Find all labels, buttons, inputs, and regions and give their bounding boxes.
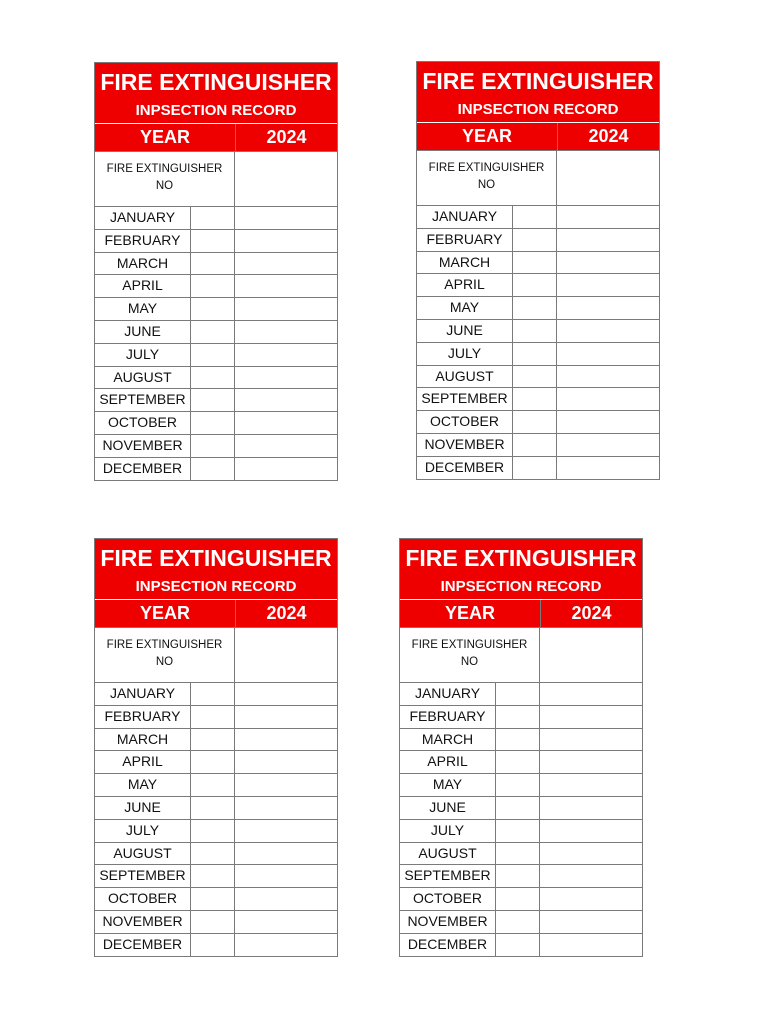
month-label: MAY <box>95 298 191 320</box>
month-signature-cell[interactable] <box>235 865 337 887</box>
year-row <box>417 122 659 150</box>
month-check-cell[interactable] <box>496 751 540 773</box>
month-row <box>400 682 642 705</box>
month-label: MAY <box>400 774 496 796</box>
month-signature-cell[interactable] <box>235 458 337 480</box>
month-row <box>400 933 642 956</box>
month-label: APRIL <box>400 751 496 773</box>
month-signature-cell[interactable] <box>235 389 337 411</box>
month-row <box>95 728 337 751</box>
month-signature-cell[interactable] <box>557 274 659 296</box>
month-check-cell[interactable] <box>513 320 557 342</box>
month-row <box>95 229 337 252</box>
month-signature-cell[interactable] <box>235 321 337 343</box>
month-check-cell[interactable] <box>496 729 540 751</box>
month-label: OCTOBER <box>95 412 191 434</box>
month-signature-cell[interactable] <box>235 797 337 819</box>
card-subtitle: INPSECTION RECORD <box>95 575 337 599</box>
card-subtitle: INPSECTION RECORD <box>95 99 337 123</box>
month-signature-cell[interactable] <box>540 865 642 887</box>
month-signature-cell[interactable] <box>235 751 337 773</box>
month-label: JULY <box>417 343 513 365</box>
month-row <box>95 819 337 842</box>
year-value: 2024 <box>236 124 337 151</box>
year-row <box>95 599 337 627</box>
month-row <box>400 750 642 773</box>
month-label: JUNE <box>417 320 513 342</box>
month-signature-cell[interactable] <box>557 388 659 410</box>
month-check-cell[interactable] <box>191 367 235 389</box>
month-signature-cell[interactable] <box>540 934 642 956</box>
month-label: JUNE <box>95 797 191 819</box>
month-label: AUGUST <box>95 367 191 389</box>
month-row <box>417 205 659 228</box>
month-signature-cell[interactable] <box>235 706 337 728</box>
year-value: 2024 <box>236 600 337 627</box>
month-row <box>400 910 642 933</box>
month-row <box>400 864 642 887</box>
month-signature-cell[interactable] <box>235 911 337 933</box>
month-label: SEPTEMBER <box>95 389 191 411</box>
month-check-cell[interactable] <box>191 911 235 933</box>
month-signature-cell[interactable] <box>557 297 659 319</box>
month-row <box>417 296 659 319</box>
extinguisher-no-row <box>95 151 337 206</box>
month-label: JULY <box>95 344 191 366</box>
month-check-cell[interactable] <box>496 865 540 887</box>
month-check-cell[interactable] <box>496 911 540 933</box>
month-row <box>95 910 337 933</box>
extinguisher-no-field[interactable] <box>540 628 642 682</box>
year-row <box>400 599 642 627</box>
month-row <box>95 252 337 275</box>
month-signature-cell[interactable] <box>557 366 659 388</box>
month-row <box>95 434 337 457</box>
month-check-cell[interactable] <box>191 298 235 320</box>
month-check-cell[interactable] <box>513 297 557 319</box>
month-signature-cell[interactable] <box>540 820 642 842</box>
month-row <box>95 864 337 887</box>
month-row <box>95 411 337 434</box>
month-check-cell[interactable] <box>513 366 557 388</box>
year-label: YEAR <box>417 123 558 150</box>
month-signature-cell[interactable] <box>557 252 659 274</box>
month-signature-cell[interactable] <box>235 435 337 457</box>
month-check-cell[interactable] <box>496 843 540 865</box>
month-label: FEBRUARY <box>400 706 496 728</box>
month-label: MAY <box>417 297 513 319</box>
month-signature-cell[interactable] <box>235 253 337 275</box>
month-row <box>95 796 337 819</box>
card-subtitle: INPSECTION RECORD <box>417 98 659 122</box>
month-label: NOVEMBER <box>95 911 191 933</box>
month-check-cell[interactable] <box>496 820 540 842</box>
month-label: JANUARY <box>417 206 513 228</box>
month-label: APRIL <box>95 751 191 773</box>
month-check-cell[interactable] <box>496 706 540 728</box>
month-label: DECEMBER <box>95 458 191 480</box>
month-check-cell[interactable] <box>191 843 235 865</box>
month-signature-cell[interactable] <box>557 457 659 479</box>
month-check-cell[interactable] <box>496 888 540 910</box>
month-signature-cell[interactable] <box>235 729 337 751</box>
month-row <box>95 750 337 773</box>
month-check-cell[interactable] <box>191 321 235 343</box>
month-label: DECEMBER <box>400 934 496 956</box>
month-label: OCTOBER <box>95 888 191 910</box>
month-signature-cell[interactable] <box>540 911 642 933</box>
month-signature-cell[interactable] <box>235 344 337 366</box>
extinguisher-no-field[interactable] <box>235 628 337 682</box>
month-signature-cell[interactable] <box>557 229 659 251</box>
month-row <box>417 319 659 342</box>
month-check-cell[interactable] <box>191 751 235 773</box>
month-row <box>400 819 642 842</box>
month-row <box>95 887 337 910</box>
month-row <box>417 342 659 365</box>
month-check-cell[interactable] <box>191 865 235 887</box>
month-row <box>400 773 642 796</box>
month-signature-cell[interactable] <box>557 320 659 342</box>
card-title: FIRE EXTINGUISHER <box>400 539 642 575</box>
month-label: NOVEMBER <box>95 435 191 457</box>
month-row <box>417 433 659 456</box>
month-signature-cell[interactable] <box>235 230 337 252</box>
month-signature-cell[interactable] <box>235 683 337 705</box>
extinguisher-no-field[interactable] <box>235 152 337 206</box>
month-check-cell[interactable] <box>513 343 557 365</box>
month-row <box>95 297 337 320</box>
month-label: DECEMBER <box>417 457 513 479</box>
month-label: OCTOBER <box>400 888 496 910</box>
month-check-cell[interactable] <box>496 774 540 796</box>
month-check-cell[interactable] <box>191 683 235 705</box>
month-label: MARCH <box>400 729 496 751</box>
month-label: FEBRUARY <box>95 706 191 728</box>
month-row <box>417 251 659 274</box>
month-check-cell[interactable] <box>191 729 235 751</box>
month-check-cell[interactable] <box>191 706 235 728</box>
month-label: AUGUST <box>95 843 191 865</box>
month-check-cell[interactable] <box>191 458 235 480</box>
month-label: SEPTEMBER <box>95 865 191 887</box>
extinguisher-no-row <box>95 627 337 682</box>
month-label: AUGUST <box>400 843 496 865</box>
month-signature-cell[interactable] <box>540 843 642 865</box>
year-value: 2024 <box>558 123 659 150</box>
extinguisher-no-label: FIRE EXTINGUISHER NO <box>95 152 235 206</box>
month-label: DECEMBER <box>95 934 191 956</box>
month-check-cell[interactable] <box>191 435 235 457</box>
month-signature-cell[interactable] <box>540 888 642 910</box>
year-row <box>95 123 337 151</box>
year-label: YEAR <box>95 600 236 627</box>
month-label: JUNE <box>95 321 191 343</box>
month-check-cell[interactable] <box>513 388 557 410</box>
month-label: JULY <box>400 820 496 842</box>
month-label: JANUARY <box>95 207 191 229</box>
month-row <box>95 366 337 389</box>
month-row <box>400 842 642 865</box>
month-check-cell[interactable] <box>191 344 235 366</box>
month-signature-cell[interactable] <box>540 797 642 819</box>
month-row <box>417 410 659 433</box>
month-check-cell[interactable] <box>191 207 235 229</box>
month-signature-cell[interactable] <box>557 434 659 456</box>
month-label: OCTOBER <box>417 411 513 433</box>
month-label: NOVEMBER <box>417 434 513 456</box>
month-label: JUNE <box>400 797 496 819</box>
month-row <box>417 365 659 388</box>
month-label: FEBRUARY <box>95 230 191 252</box>
month-check-cell[interactable] <box>513 434 557 456</box>
month-signature-cell[interactable] <box>235 934 337 956</box>
month-check-cell[interactable] <box>191 412 235 434</box>
month-check-cell[interactable] <box>191 820 235 842</box>
month-check-cell[interactable] <box>191 774 235 796</box>
month-label: APRIL <box>95 275 191 297</box>
month-row <box>95 274 337 297</box>
month-signature-cell[interactable] <box>235 275 337 297</box>
month-check-cell[interactable] <box>191 888 235 910</box>
year-label: YEAR <box>400 600 541 627</box>
card-subtitle: INPSECTION RECORD <box>400 575 642 599</box>
year-label: YEAR <box>95 124 236 151</box>
month-row <box>417 228 659 251</box>
month-signature-cell[interactable] <box>235 367 337 389</box>
month-label: SEPTEMBER <box>417 388 513 410</box>
extinguisher-no-label: FIRE EXTINGUISHER NO <box>417 151 557 205</box>
inspection-card <box>399 538 643 957</box>
month-signature-cell[interactable] <box>235 298 337 320</box>
inspection-card <box>416 61 660 480</box>
month-signature-cell[interactable] <box>235 888 337 910</box>
month-check-cell[interactable] <box>513 229 557 251</box>
month-check-cell[interactable] <box>191 275 235 297</box>
month-row <box>95 842 337 865</box>
month-row <box>417 273 659 296</box>
month-row <box>400 728 642 751</box>
month-label: JULY <box>95 820 191 842</box>
month-label: MAY <box>95 774 191 796</box>
inspection-card <box>94 538 338 957</box>
month-signature-cell[interactable] <box>235 820 337 842</box>
month-row <box>95 343 337 366</box>
card-title: FIRE EXTINGUISHER <box>95 63 337 99</box>
month-check-cell[interactable] <box>496 683 540 705</box>
month-row <box>417 387 659 410</box>
month-row <box>95 388 337 411</box>
month-row <box>95 682 337 705</box>
month-label: JANUARY <box>95 683 191 705</box>
month-check-cell[interactable] <box>513 274 557 296</box>
month-label: AUGUST <box>417 366 513 388</box>
month-label: FEBRUARY <box>417 229 513 251</box>
month-signature-cell[interactable] <box>235 774 337 796</box>
month-label: MARCH <box>95 729 191 751</box>
month-label: JANUARY <box>400 683 496 705</box>
month-check-cell[interactable] <box>191 934 235 956</box>
card-title: FIRE EXTINGUISHER <box>95 539 337 575</box>
month-signature-cell[interactable] <box>557 206 659 228</box>
month-signature-cell[interactable] <box>540 683 642 705</box>
month-signature-cell[interactable] <box>235 412 337 434</box>
extinguisher-no-field[interactable] <box>557 151 659 205</box>
month-signature-cell[interactable] <box>540 774 642 796</box>
month-label: MARCH <box>417 252 513 274</box>
month-signature-cell[interactable] <box>557 343 659 365</box>
month-row <box>400 796 642 819</box>
month-label: NOVEMBER <box>400 911 496 933</box>
month-check-cell[interactable] <box>191 230 235 252</box>
month-check-cell[interactable] <box>496 934 540 956</box>
month-row <box>400 887 642 910</box>
month-check-cell[interactable] <box>191 253 235 275</box>
month-check-cell[interactable] <box>513 206 557 228</box>
month-check-cell[interactable] <box>513 411 557 433</box>
month-row <box>95 206 337 229</box>
month-row <box>95 320 337 343</box>
month-check-cell[interactable] <box>496 797 540 819</box>
month-signature-cell[interactable] <box>540 729 642 751</box>
month-row <box>95 773 337 796</box>
month-row <box>95 705 337 728</box>
month-signature-cell[interactable] <box>540 751 642 773</box>
extinguisher-no-label: FIRE EXTINGUISHER NO <box>95 628 235 682</box>
month-signature-cell[interactable] <box>540 706 642 728</box>
month-row <box>95 457 337 480</box>
extinguisher-no-row <box>417 150 659 205</box>
month-row <box>95 933 337 956</box>
month-check-cell[interactable] <box>191 797 235 819</box>
year-value: 2024 <box>541 600 642 627</box>
month-signature-cell[interactable] <box>235 843 337 865</box>
month-check-cell[interactable] <box>191 389 235 411</box>
month-label: MARCH <box>95 253 191 275</box>
card-title: FIRE EXTINGUISHER <box>417 62 659 98</box>
month-label: APRIL <box>417 274 513 296</box>
month-row <box>417 456 659 479</box>
extinguisher-no-label: FIRE EXTINGUISHER NO <box>400 628 540 682</box>
inspection-card <box>94 62 338 481</box>
month-label: SEPTEMBER <box>400 865 496 887</box>
month-signature-cell[interactable] <box>235 207 337 229</box>
month-check-cell[interactable] <box>513 457 557 479</box>
month-signature-cell[interactable] <box>557 411 659 433</box>
extinguisher-no-row <box>400 627 642 682</box>
month-row <box>400 705 642 728</box>
month-check-cell[interactable] <box>513 252 557 274</box>
